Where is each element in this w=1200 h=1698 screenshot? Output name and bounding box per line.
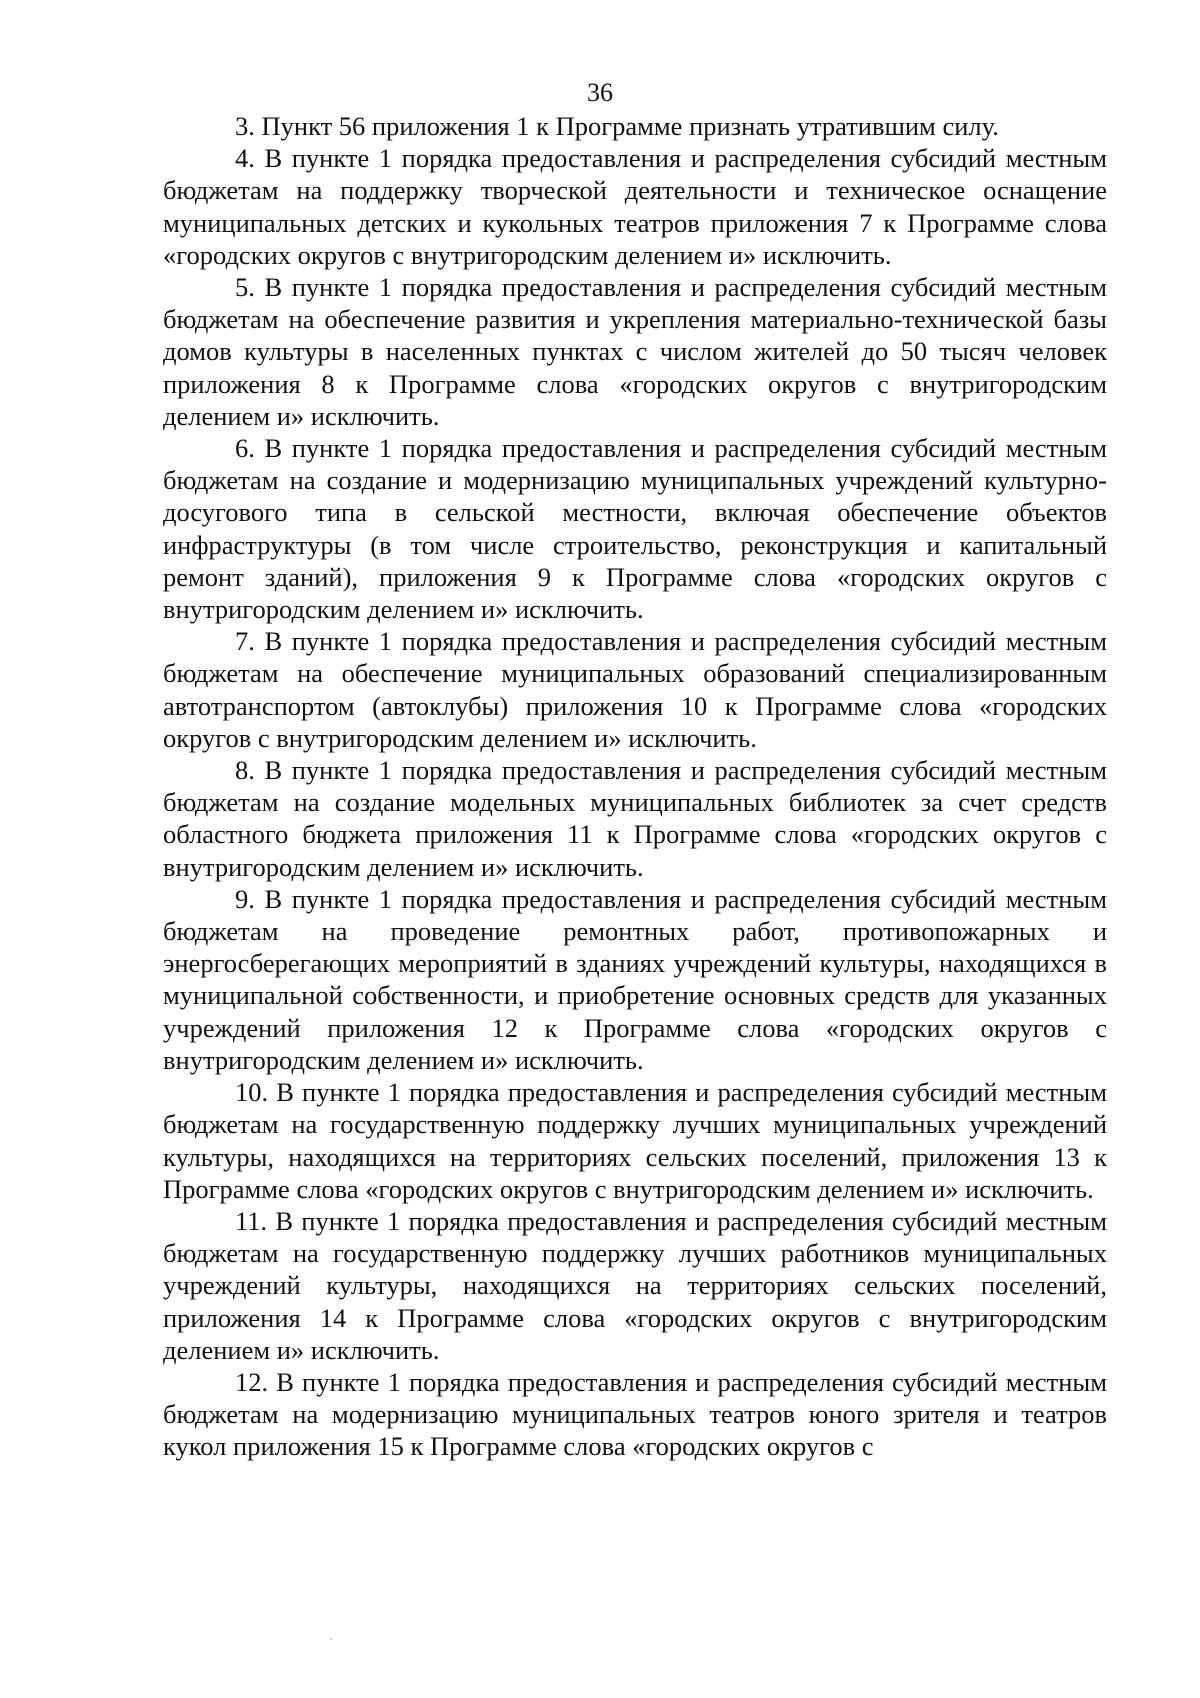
paragraph-item-9: 9. В пункте 1 порядка предоставления и распределения субсидий местным бюджетам на проведение ремонтных работ, противопожарных и энергосберегающих мероприятий в зданиях учреждений культуры, находящихся в муниципальной собственности, и приобретение основных средств для указанных учреждений приложения 12 к Программе слова «городских округов с внутригородским делением и» исключить.	[163, 883, 1107, 1075]
paragraph-item-4: 4. В пункте 1 порядка предоставления и распределения субсидий местным бюджетам на поддержку творческой деятельности и техническое оснащение муниципальных детских и кукольных театров приложения 7 к Программе слова «городских округов с внутригородским делением и» исключить.	[163, 143, 1107, 270]
paragraph-item-3: 3. Пункт 56 приложения 1 к Программе признать утратившим силу.	[235, 111, 999, 141]
paragraph-item-8: 8. В пункте 1 порядка предоставления и распределения субсидий местным бюджетам на создание модельных муниципальных библиотек за счет средств областного бюджета приложения 11 к Программе слова «городских округов с внутригородским делением и» исключить.	[163, 755, 1107, 882]
paragraph-item-7: 7. В пункте 1 порядка предоставления и распределения субсидий местным бюджетам на обеспечение муниципальных образований специализированным автотранспортом (автоклубы) приложения 10 к Программе слова «городских округов с внутригородским делением и» исключить.	[163, 626, 1107, 753]
paragraph-item-11: 11. В пункте 1 порядка предоставления и распределения субсидий местным бюджетам на государственную поддержку лучших работников муниципальных учреждений культуры, находящихся на территориях сельских поселений, приложения 14 к Программе слова «городских округов с внутригородским делением и» исключить.	[163, 1205, 1107, 1365]
paragraph-item-12: 12. В пункте 1 порядка предоставления и распределения субсидий местным бюджетам на модернизацию муниципальных театров юного зрителя и театров кукол приложения 15 к Программе слова «городских округов с	[163, 1366, 1107, 1462]
paragraph-item-6: 6. В пункте 1 порядка предоставления и распределения субсидий местным бюджетам на создание и модернизацию муниципальных учреждений культурно-досугового типа в сельской местности, включая обеспечение объектов инфраструктуры (в том числе строительство, реконструкция и капитальный ремонт зданий), приложения 9 к Программе слова «городских округов с внутригородским делением и» исключить.	[163, 433, 1107, 625]
paragraph-item-5: 5. В пункте 1 порядка предоставления и распределения субсидий местным бюджетам на обеспечение развития и укрепления материально-технической базы домов культуры в населенных пунктах с числом жителей до 50 тысяч человек приложения 8 к Программе слова «городских округов с внутригородским делением и» исключить.	[163, 272, 1107, 431]
document-body	[163, 110, 1107, 1463]
scan-artifact-dot	[330, 1638, 332, 1640]
paragraph-item-10: 10. В пункте 1 порядка предоставления и распределения субсидий местным бюджетам на государственную поддержку лучших муниципальных учреждений культуры, находящихся на территориях сельских поселений, приложения 13 к Программе слова «городских округов с внутригородским делением и» исключить.	[163, 1077, 1107, 1204]
page-number: 36	[587, 78, 613, 107]
